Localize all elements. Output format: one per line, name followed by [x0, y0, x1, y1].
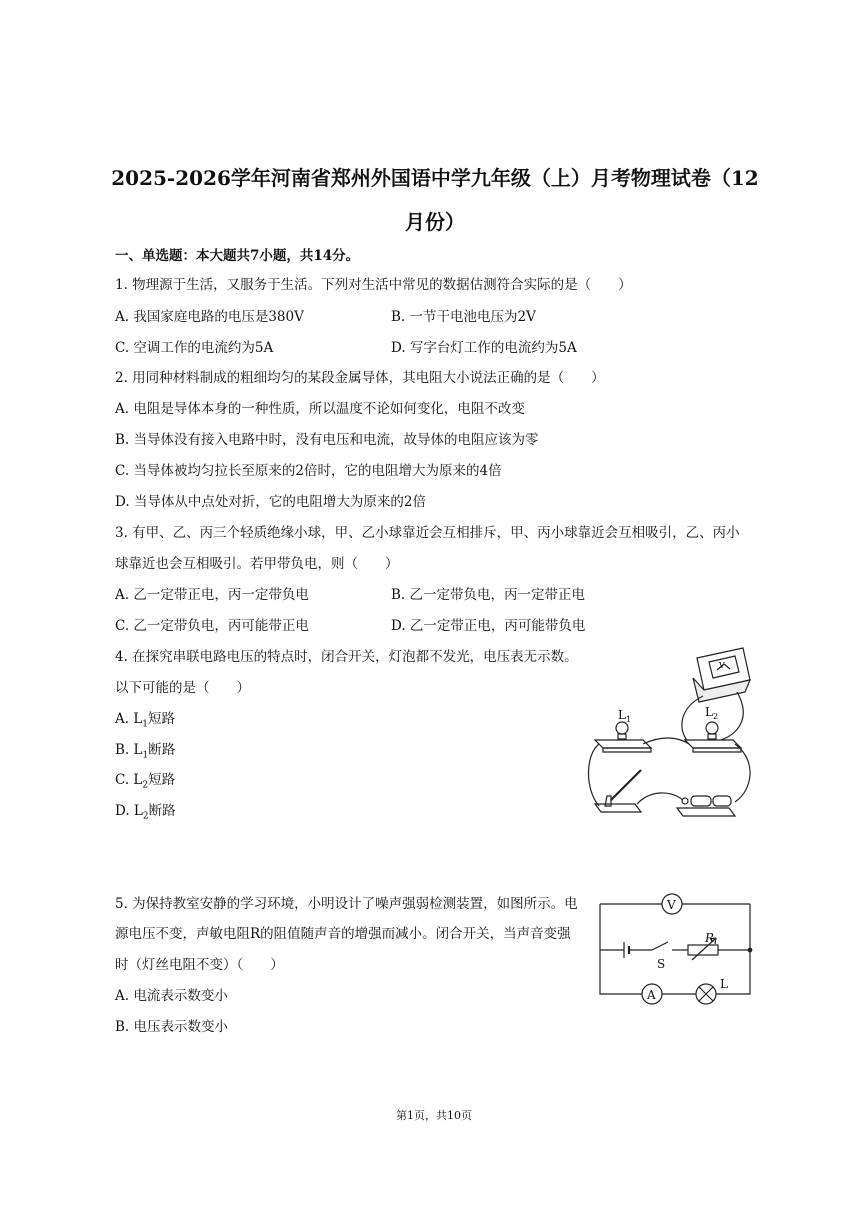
- q5-stem-line-2: 源电压不变，声敏电阻R的阻值随声音的增强而减小。闭合开关，当声音变强: [115, 926, 571, 942]
- q4-label-l2: $L_2$: [705, 705, 719, 721]
- q2-option-b: B. 当导体没有接入电路中时，没有电压和电流，故导体的电阻应该为零: [115, 432, 539, 448]
- q5-option-a: A. 电流表示数变小: [115, 988, 228, 1004]
- section-heading: 一、单选题：本大题共7小题，共14分。: [115, 248, 360, 264]
- q3-option-c: C. 乙一定带负电，丙可能带正电: [115, 618, 309, 634]
- q4-voltmeter-label: V: [719, 661, 725, 670]
- q4-circuit-figure: [585, 640, 760, 822]
- q3-stem-line-1: 3. 有甲、乙、丙三个轻质绝缘小球，甲、乙小球靠近会互相排斥，甲、丙小球靠近会互相吸引，乙、丙小: [115, 525, 740, 541]
- q4-stem-line-2: 以下可能的是（ ）: [115, 680, 250, 696]
- q5-resistor-label: R: [705, 931, 715, 945]
- q4-option-b: B. $L_1$断路: [115, 742, 176, 761]
- q3-option-d: D. 乙一定带正电，丙可能带负电: [391, 618, 586, 634]
- q1-option-c: C. 空调工作的电流约为5A: [115, 340, 274, 356]
- q5-stem-line-3: 时（灯丝电阻不变）（ ）: [115, 957, 284, 973]
- q2-option-c: C. 当导体被均匀拉长至原来的2倍时，它的电阻增大为原来的4倍: [115, 463, 502, 479]
- q5-voltmeter-label: V: [667, 898, 676, 912]
- q1-stem: 1. 物理源于生活，又服务于生活。下列对生活中常见的数据估测符合实际的是（ ）: [115, 277, 632, 293]
- q1-option-d: D. 写字台灯工作的电流约为5A: [391, 340, 577, 356]
- q5-switch-label: S: [657, 957, 666, 971]
- q1-option-b: B. 一节干电池电压为2V: [391, 309, 536, 325]
- q5-option-b: B. 电压表示数变小: [115, 1019, 229, 1035]
- q3-option-a: A. 乙一定带正电，丙一定带负电: [115, 587, 309, 603]
- q5-lamp-label: L: [720, 977, 728, 991]
- q2-option-a: A. 电阻是导体本身的一种性质，所以温度不论如何变化，电阻不改变: [115, 401, 525, 417]
- q1-option-a: A. 我国家庭电路的电压是380V: [115, 309, 304, 325]
- q4-option-a: A. $L_1$短路: [115, 711, 176, 730]
- q5-circuit-diagram: [596, 890, 756, 1006]
- q3-option-b: B. 乙一定带负电，丙一定带正电: [391, 587, 586, 603]
- page-title: [90, 156, 780, 244]
- title-line-1: 2025-2026学年河南省郑州外国语中学九年级（上）月考物理试卷（12: [111, 166, 759, 190]
- q3-stem-line-2: 球靠近也会互相吸引。若甲带负电，则（ ）: [115, 556, 399, 572]
- q4-option-d: D. $L_2$断路: [115, 803, 176, 822]
- q2-option-d: D. 当导体从中点处对折，它的电阻增大为原来的2倍: [115, 494, 427, 510]
- title-line-2: 月份）: [405, 210, 465, 234]
- q4-option-c: C. $L_2$短路: [115, 772, 176, 791]
- q2-stem: 2. 用同种材料制成的粗细均匀的某段金属导体，其电阻大小说法正确的是（ ）: [115, 370, 605, 386]
- q5-ammeter-label: A: [647, 988, 656, 1002]
- q4-stem-line-1: 4. 在探究串联电路电压的特点时，闭合开关，灯泡都不发光，电压表无示数。: [115, 649, 578, 665]
- q4-label-l1: $L_1$: [618, 708, 632, 724]
- q5-stem-line-1: 5. 为保持教室安静的学习环境，小明设计了噪声强弱检测装置，如图所示。电: [115, 896, 578, 912]
- page-footer: 第1页，共10页: [396, 1109, 472, 1122]
